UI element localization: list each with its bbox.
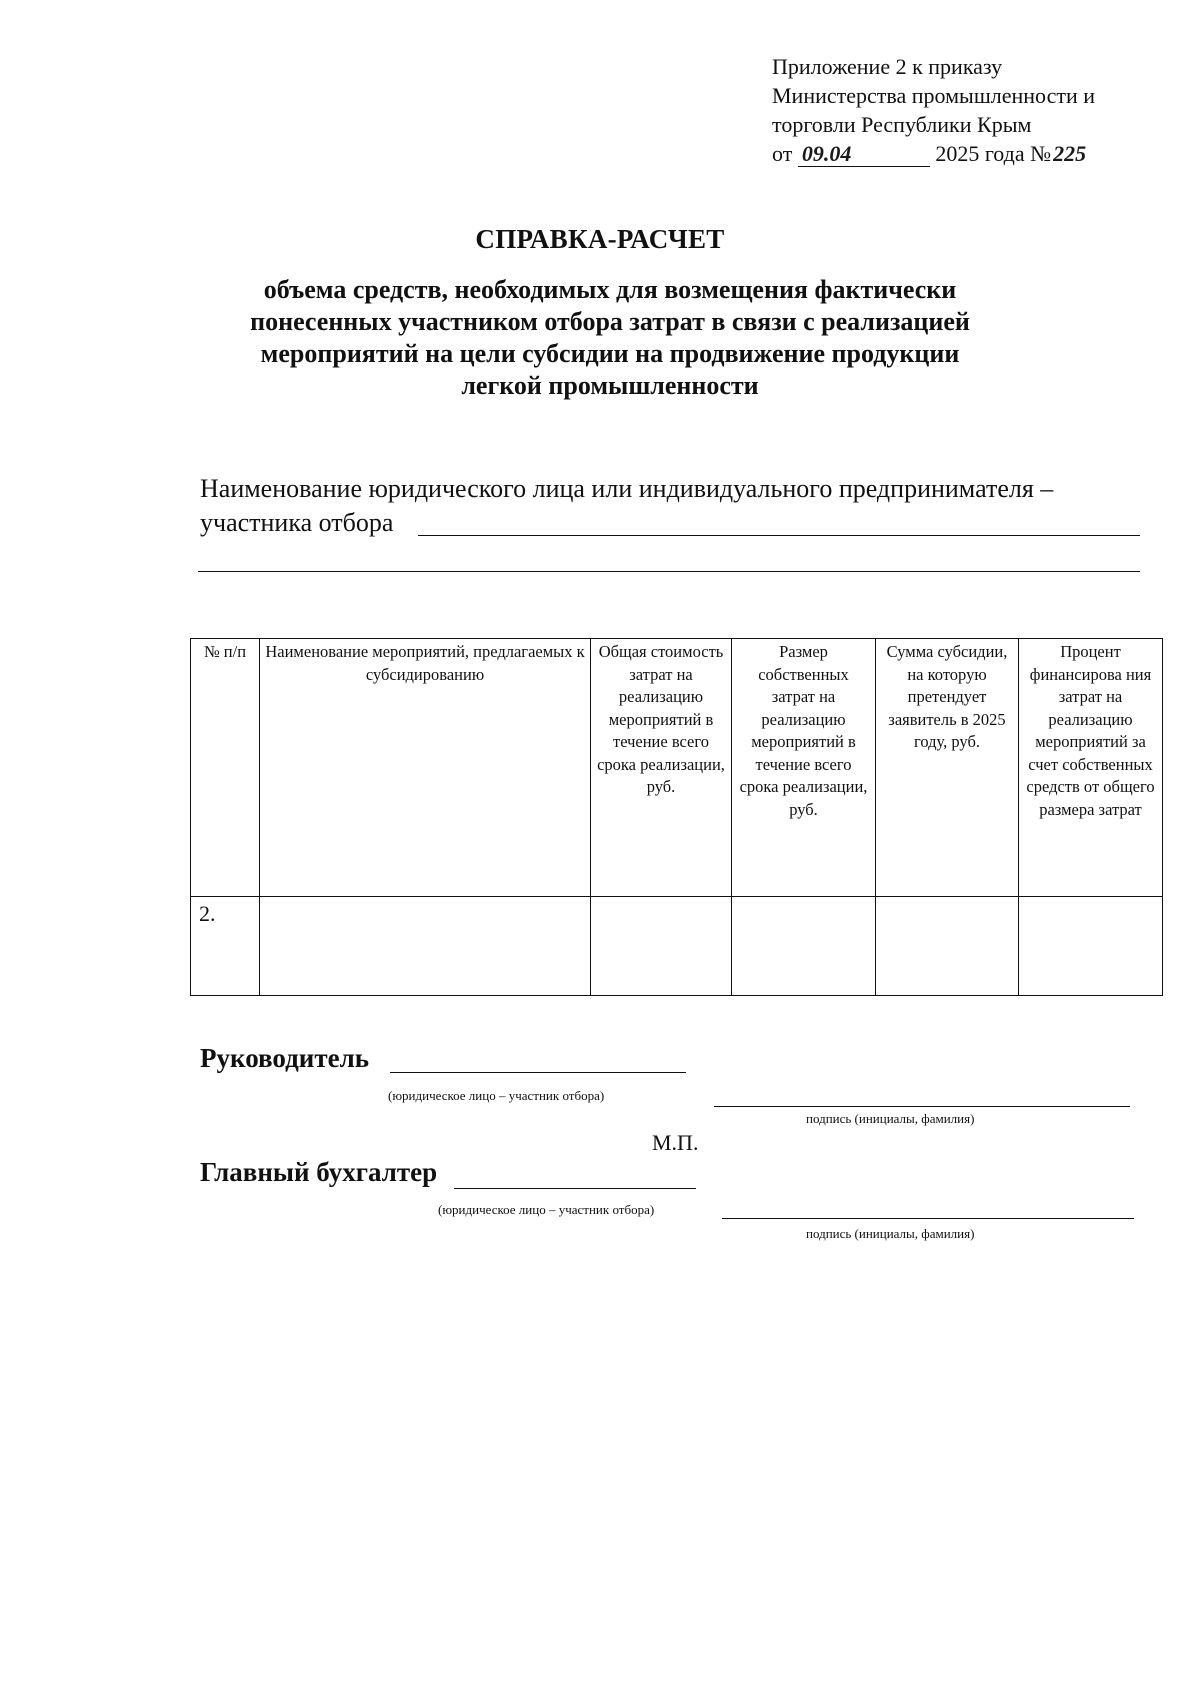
stamp-place: М.П. <box>652 1130 699 1155</box>
appendix-date-line <box>772 139 1162 168</box>
entity-name-fill-line-1[interactable] <box>418 535 1140 536</box>
table-row <box>191 897 1163 996</box>
header-subsidy-amount: Сумма субсидии, на которую претендует заявитель в 2025 году, руб. <box>876 639 1019 897</box>
appendix-line-2: Министерства промышленности и <box>772 83 1096 108</box>
row-number-cell: 2. <box>191 897 260 996</box>
calculation-table <box>190 638 1163 996</box>
own-costs-cell[interactable] <box>732 897 876 996</box>
header-number: № п/п <box>191 639 260 897</box>
director-signature-note: подпись (инициалы, фамилия) <box>806 1111 975 1126</box>
accountant-label: Главный бухгалтер <box>200 1157 438 1187</box>
accountant-name-line[interactable] <box>454 1188 696 1189</box>
date-prefix: от <box>772 141 793 166</box>
accountant-entity-note: (юридическое лицо – участник отбора) <box>438 1202 655 1217</box>
header-own-funding-percent: Процент финансирова ния затрат на реализацию мероприятий за счет собственных средств от общего размера затрат <box>1019 639 1163 897</box>
header-activity-name: Наименование мероприятий, предлагаемых к субсидированию <box>260 639 591 897</box>
subsidy-amount-cell[interactable] <box>876 897 1019 996</box>
entity-label-line-1: Наименование юридического лица или индивидуального предпринимателя – <box>200 474 1054 503</box>
appendix-reference <box>772 52 1162 168</box>
accountant-signature-note: подпись (инициалы, фамилия) <box>806 1226 975 1241</box>
appendix-line-1: Приложение 2 к приказу <box>772 54 1003 79</box>
document-subtitle: объема средств, необходимых для возмещения фактически понесенных участником отбора затрат в связи с реализацией мероприятий на цели субсидии на продвижение продукции легкой промышленности <box>250 275 970 400</box>
header-own-costs: Размер собственных затрат на реализацию мероприятий в течение всего срока реализации, руб. <box>732 639 876 897</box>
document-title: СПРАВКА-РАСЧЕТ <box>475 224 725 254</box>
director-signature-line[interactable] <box>714 1106 1130 1107</box>
appendix-line-3: торговли Республики Крым <box>772 112 1032 137</box>
handwritten-order-number: 225 <box>1053 141 1087 166</box>
table-header-row <box>191 639 1163 897</box>
handwritten-date: 09.04 <box>798 142 930 167</box>
header-total-cost: Общая стоимость затрат на реализацию мероприятий в течение всего срока реализации, руб. <box>591 639 732 897</box>
own-funding-percent-cell[interactable] <box>1019 897 1163 996</box>
director-entity-note: (юридическое лицо – участник отбора) <box>388 1088 605 1103</box>
activity-name-cell[interactable] <box>260 897 591 996</box>
director-name-line[interactable] <box>390 1072 686 1073</box>
total-cost-cell[interactable] <box>591 897 732 996</box>
director-label: Руководитель <box>200 1043 370 1073</box>
year-text: 2025 года № <box>935 141 1052 166</box>
entity-name-block <box>200 472 1160 540</box>
accountant-signature-line[interactable] <box>722 1218 1134 1219</box>
entity-name-fill-line-2[interactable] <box>198 571 1140 572</box>
entity-label-line-2: участника отбора <box>200 508 394 537</box>
